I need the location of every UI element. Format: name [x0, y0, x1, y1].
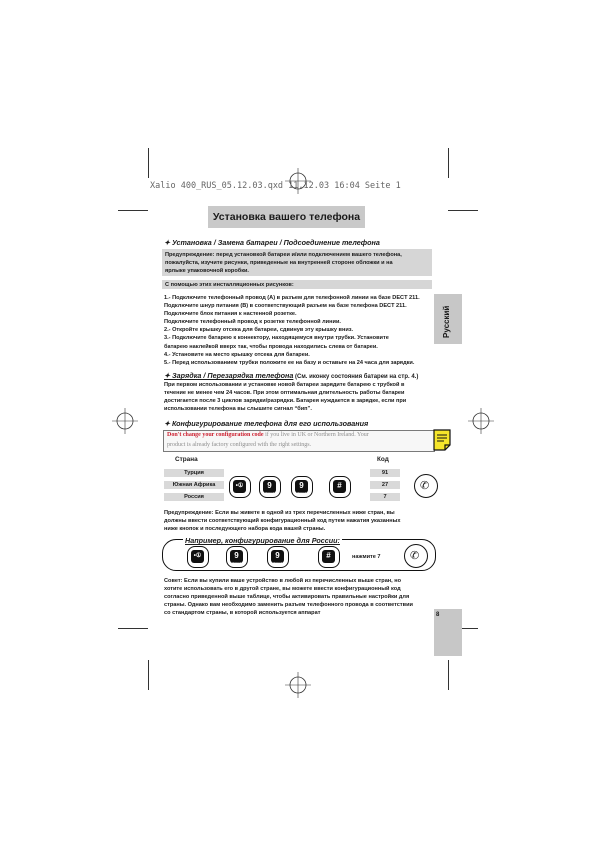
registration-mark-icon: [285, 672, 311, 698]
call-key-icon: ✆: [414, 474, 438, 498]
crop-mark: [448, 210, 478, 211]
step-line: батарею наклейкой вверх так, чтобы провода находились слева от батареи.: [164, 343, 378, 350]
crop-mark: [118, 210, 148, 211]
crop-mark: [148, 660, 149, 690]
tip-line: согласно приведенной выше таблице, чтобы активировать правильные настройки для: [164, 594, 410, 601]
language-tab-label: Русский: [442, 305, 451, 338]
tip-line: Совет: Если вы купили ваше устройство в любой из перечисленных выше стран, но: [164, 578, 402, 584]
crop-mark: [118, 628, 148, 629]
charging-heading-main: ✦ Зарядка / Перезарядка телефона: [164, 371, 294, 380]
code-cell: 27: [370, 481, 400, 489]
intro-text: С помощью этих инсталляционных рисунков:: [165, 282, 294, 288]
uk-warning-box: [163, 430, 435, 452]
crop-mark: [148, 148, 149, 178]
charging-heading-note: (См. иконку состояния батареи на стр. 4.): [293, 374, 419, 380]
menu-key-icon: •①: [187, 546, 209, 568]
call-key-icon: ✆: [404, 544, 428, 568]
step-line: 4.- Установите на место крышку отсека для батареи.: [164, 351, 310, 358]
section-heading-charging: [164, 371, 418, 380]
section-heading-install: ✦ Установка / Замена батареи / Подсоединение телефона: [164, 238, 380, 247]
key-9-icon: 9 WXYZ: [267, 546, 289, 568]
key-9-icon: 9 WXYZ: [259, 476, 281, 498]
crop-mark: [448, 660, 449, 690]
step-line: 1.- Подключите телефонный провод (А) в разъем для телефонной линии на базе DECT 211.: [164, 295, 420, 301]
key-9-icon: 9 WXYZ: [291, 476, 313, 498]
config-note-line: должны ввести соответствующий конфигурационный код путем нажатия указанных: [164, 518, 401, 525]
step-line: Подключите шнур питания (В) в соответствующий разъем на базе телефона DECT 211.: [164, 303, 407, 310]
charging-line: использовании телефона вы слышите сигнал “бип”.: [164, 406, 312, 413]
install-steps: [164, 294, 436, 367]
tip-line: страны. Однако вам необходимо заменить разъем телефонного провода в соответствии: [164, 602, 413, 609]
step-line: Подключите блок питания к настенной розетке.: [164, 311, 297, 318]
config-note-line: Предупреждение: Если вы живете в одной из трех перечисленных ниже стран, вы: [164, 510, 395, 516]
code-cell: 91: [370, 469, 400, 477]
registration-mark-icon: [112, 408, 138, 434]
page-number-tab: [434, 609, 462, 656]
note-icon: [432, 428, 452, 452]
step-line: Подключите телефонный провод к розетке телефонной линии.: [164, 319, 341, 326]
uk-warning-emphasis: Don't change your configuration code: [167, 432, 264, 438]
step-line: 3.- Подключите батарею к коннектору, находящемуся внутри трубки. Установите: [164, 335, 389, 342]
step-line: 2.- Откройте крышку отсека для батареи, сдвинув эту крышку вниз.: [164, 327, 354, 334]
hash-key-icon: #: [318, 546, 340, 568]
charging-line: При первом использовании и установке новой батареи зарядите батарею с трубкой в: [164, 382, 405, 388]
tip-line: хотите использовать его в другой стране, вы можете ввести конфигурационный код: [164, 586, 401, 593]
section-heading-config: ✦ Конфигурирование телефона для его использования: [164, 419, 369, 428]
step-line: 5.- Перед использованием трубки положите ее на базу и оставьте на 24 часа для зарядки.: [164, 359, 415, 366]
charging-line: течение не менее чем 24 часов. При этом оптимальная длительность работы батареи: [164, 390, 405, 397]
tip-line: со стандартом страны, в которой используется аппарат: [164, 610, 321, 617]
code-cell: 7: [370, 493, 400, 501]
hash-key-icon: #: [329, 476, 351, 498]
charging-text: [164, 381, 406, 413]
example-press-text: нажмите 7: [352, 554, 381, 560]
config-note: [164, 509, 401, 533]
crop-mark: [448, 148, 449, 178]
column-header-code: Код: [377, 456, 389, 463]
page-title: Установка вашего телефона: [212, 211, 361, 223]
country-cell: Турция: [164, 469, 224, 477]
registration-mark-icon: [468, 408, 494, 434]
page-number: 8: [436, 612, 440, 618]
uk-warning-text: if you live in UK or Northern Ireland. Your: [263, 432, 369, 438]
warning-line: ярлыке упаковочной коробки.: [165, 268, 249, 274]
config-note-line: ниже кнопок и последующего набора кода вашей страны.: [164, 526, 326, 533]
warning-line: пожалуйста, изучите рисунки, приведенные на внутренней стороне обложки и на: [165, 260, 393, 266]
charging-line: достигается после 3 циклов зарядки/разрядки. Батарея нуждается в зарядке, если при: [164, 398, 407, 405]
uk-warning-line: [167, 431, 434, 441]
example-label: Например, конфигурирование для России:: [185, 536, 340, 545]
column-header-country: Страна: [175, 456, 198, 463]
menu-key-icon: •①: [229, 476, 251, 498]
country-cell: Южная Африка: [164, 481, 224, 489]
warning-line: Предупреждение: перед установкой батареи и/или подключением вашего телефона,: [165, 252, 402, 258]
tip-paragraph: [164, 577, 413, 617]
country-cell: Россия: [164, 493, 224, 501]
page-title-band: [208, 206, 365, 228]
uk-warning-line: product is already factory configured with the right settings.: [167, 441, 312, 448]
language-tab: [434, 294, 462, 344]
key-9-icon: 9 WXYZ: [226, 546, 248, 568]
file-slug: Xalio 400_RUS_05.12.03.qxd 11.12.03 16:04 Seite 1: [150, 181, 401, 191]
